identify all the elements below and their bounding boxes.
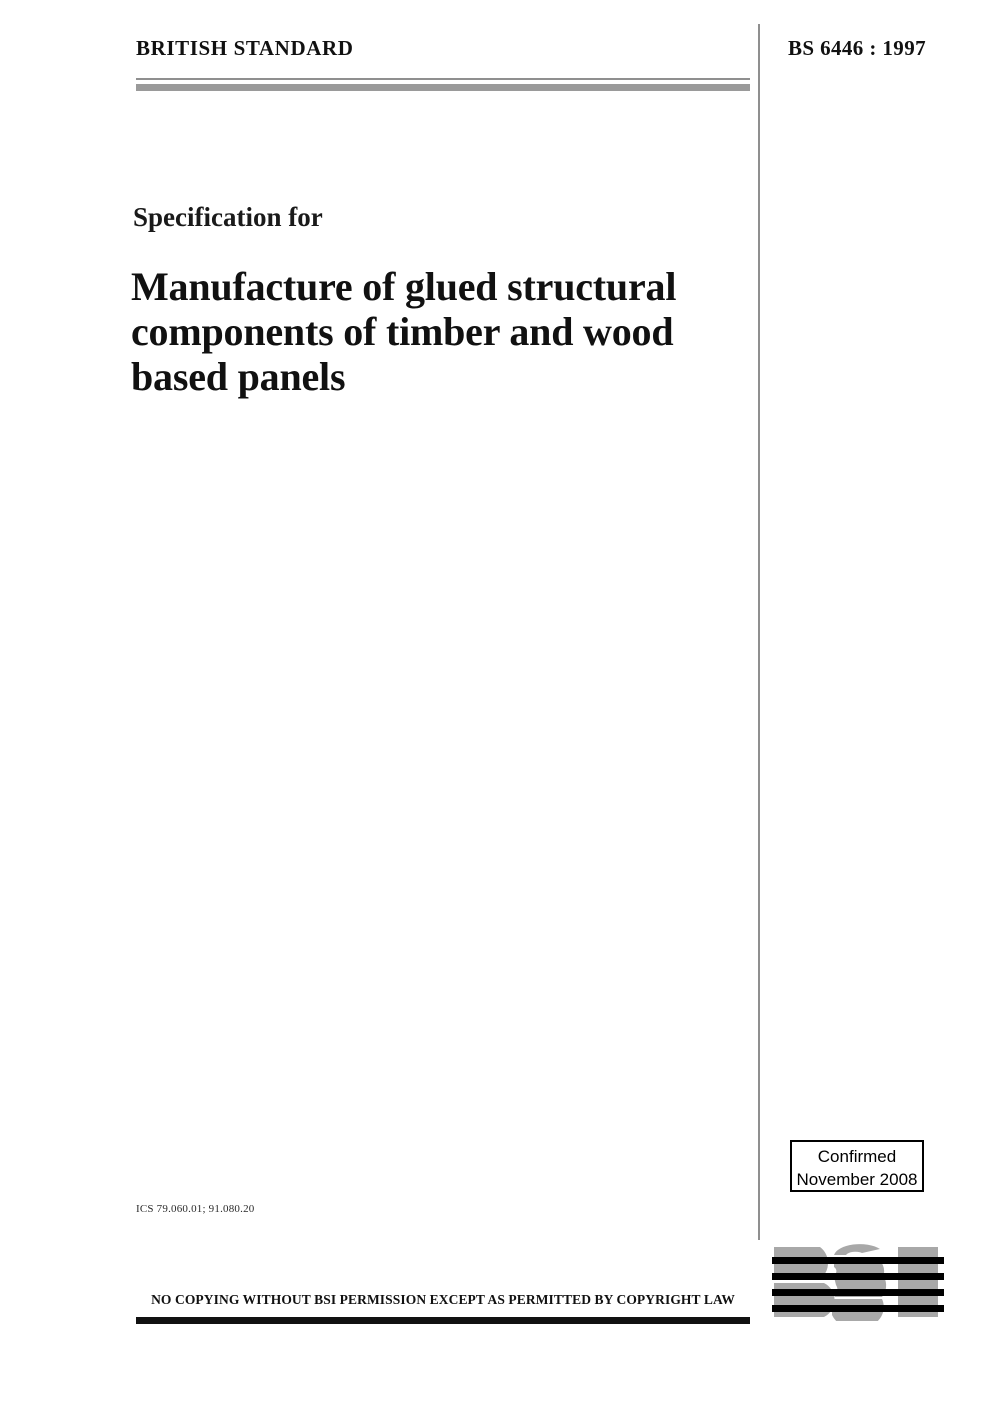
page-title: Manufacture of glued structural components of timber and wood based panels xyxy=(131,264,677,399)
copyright-notice: NO COPYING WITHOUT BSI PERMISSION EXCEPT AS PERMITTED BY COPYRIGHT LAW xyxy=(151,1292,735,1307)
british-standard-label: BRITISH STANDARD xyxy=(136,36,354,60)
status-badge-line1: Confirmed xyxy=(817,1147,897,1166)
header-rule-thin xyxy=(136,78,750,80)
ics-code: ICS 79.060.01; 91.080.20 xyxy=(136,1203,255,1215)
title-kicker: Specification for xyxy=(133,202,323,232)
footer-rule xyxy=(136,1317,750,1324)
standard-reference: BS 6446 : 1997 xyxy=(787,36,926,60)
header-rule-thick xyxy=(136,84,750,91)
bsi-logo xyxy=(772,1243,944,1321)
status-badge xyxy=(790,1140,924,1192)
status-badge-line2: November 2008 xyxy=(796,1170,918,1189)
vertical-divider xyxy=(758,24,760,1240)
